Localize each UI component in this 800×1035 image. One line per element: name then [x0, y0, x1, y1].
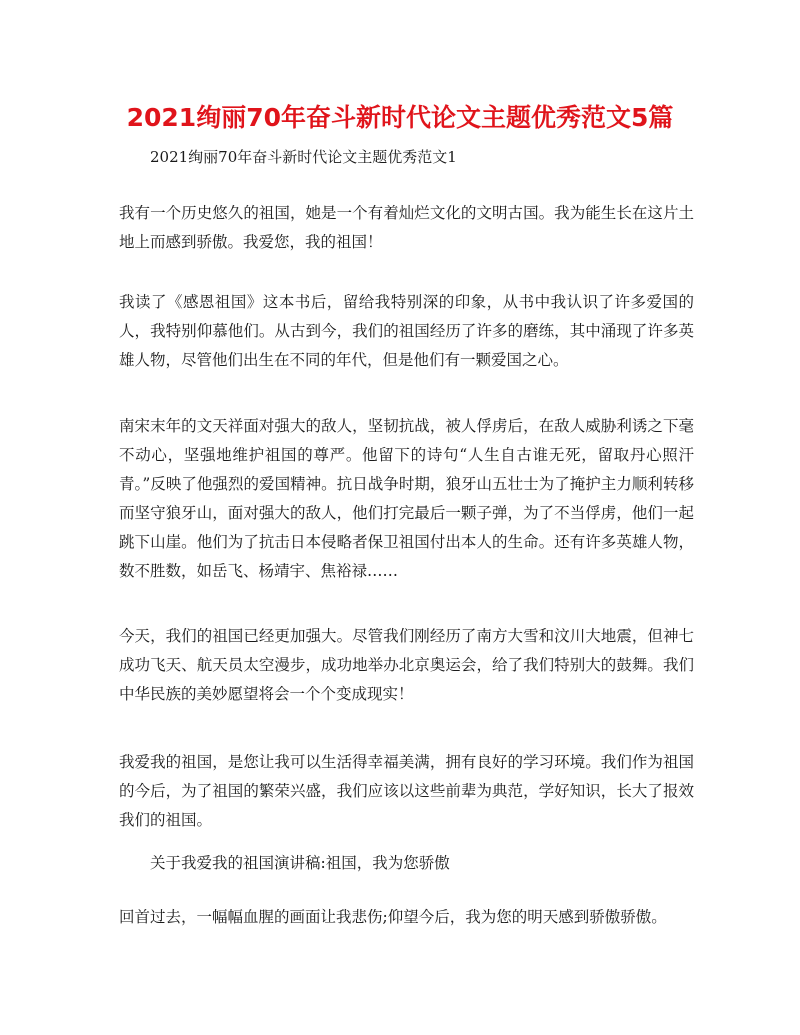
- paragraph-5: 我爱我的祖国，是您让我可以生活得幸福美满，拥有良好的学习环境。我们作为祖国的今后，为了祖国的繁荣兴盛，我们应该以这些前辈为典范，学好知识，长大了报效我们的祖国。: [119, 753, 694, 829]
- paragraph-4: 今天，我们的祖国已经更加强大。尽管我们刚经历了南方大雪和汶川大地震，但神七成功飞天、航天员太空漫步，成功地举办北京奥运会，给了我们特别大的鼓舞。我们中华民族的美妙愿望将会一个个变成现实！: [119, 627, 694, 703]
- section-heading: 关于我爱我的祖国演讲稿:祖国，我为您骄傲: [150, 854, 450, 872]
- paragraph-1: 我有一个历史悠久的祖国，她是一个有着灿烂文化的文明古国。我为能生长在这片土地上而感到骄傲。我爱您，我的祖国！: [119, 204, 694, 251]
- document-subtitle: 2021绚丽70年奋斗新时代论文主题优秀范文1: [150, 148, 457, 166]
- document-title: 2021绚丽70年奋斗新时代论文主题优秀范文5篇: [126, 103, 674, 132]
- paragraph-6: 回首过去，一幅幅血腥的画面让我悲伤;仰望今后，我为您的明天感到骄傲骄傲。: [119, 908, 667, 926]
- paragraph-2: 我读了《感恩祖国》这本书后，留给我特别深的印象，从书中我认识了许多爱国的人，我特别仰慕他们。从古到今，我们的祖国经历了许多的磨练，其中涌现了许多英雄人物，尽管他们出生在不同的年代，但是他们有一颗爱国之心。: [119, 293, 694, 369]
- paragraph-3: 南宋末年的文天祥面对强大的敌人，坚韧抗战，被人俘虏后，在敌人威胁利诱之下毫不动心，坚强地维护祖国的尊严。他留下的诗句“人生自古谁无死，留取丹心照汗青。”反映了他强烈的爱国精神。抗日战争时期，狼牙山五壮士为了掩护主力顺利转移而坚守狼牙山，面对强大的敌人，他们打完最后一颗子弹，为了不当俘虏，他们一起跳下山崖。他们为了抗击日本侵略者保卫祖国付出本人的生命。还有许多英雄人物，数不胜数，如岳飞、杨靖宇、焦裕禄……: [119, 417, 694, 580]
